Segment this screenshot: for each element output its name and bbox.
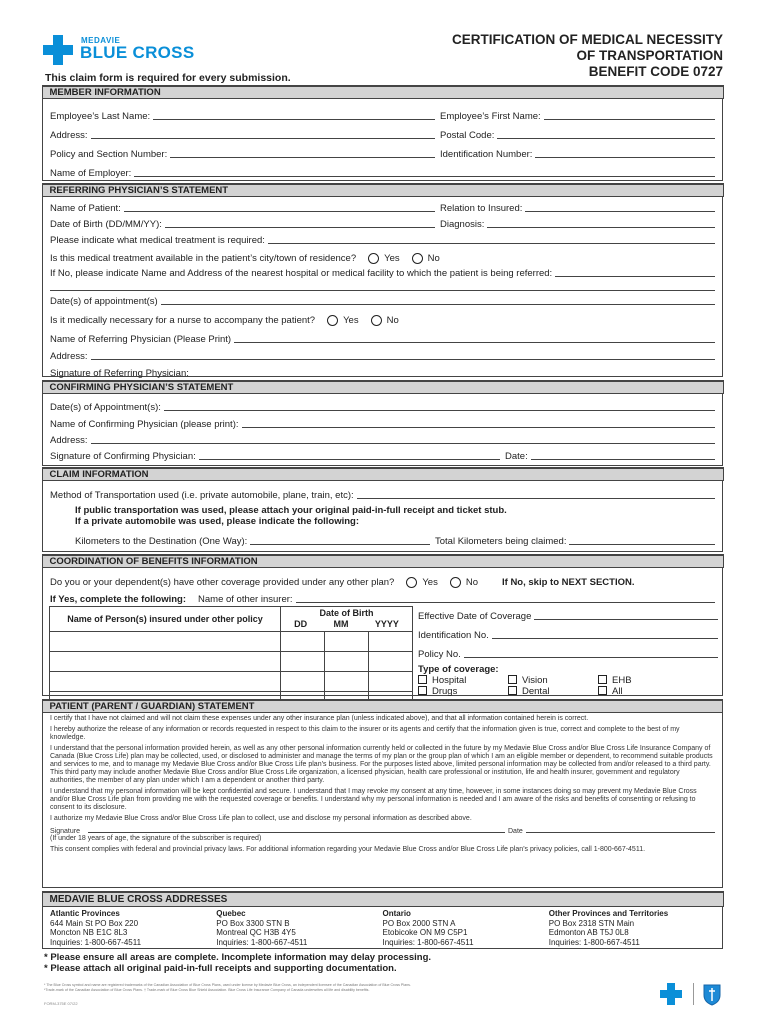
statement-paragraph: I certify that I have not claimed and will not claim these expenses under any other insurance plan (unless indicated above), and that all information contained herein is correct.: [50, 715, 589, 722]
note: * Please ensure all areas are complete. Incomplete information may delay processing.: [44, 952, 432, 963]
logo-divider: [693, 983, 694, 1005]
region: Other Provinces and Territories: [548, 909, 669, 918]
phone: Inquiries: 1-800-667-4511: [50, 937, 142, 947]
blue-cross-icon: [43, 35, 73, 65]
title-line: CERTIFICATION OF MEDICAL NECESSITY: [451, 32, 723, 47]
label: Name of Employer:: [50, 168, 132, 179]
label: Yes: [343, 315, 359, 326]
form-number: FORM-375E 07/22: [44, 1001, 78, 1006]
label: Drugs: [432, 686, 458, 697]
label: Relation to Insured:: [440, 203, 523, 214]
confirming-signature-field[interactable]: [199, 459, 500, 460]
region: Quebec: [216, 909, 246, 918]
title-line: BENEFIT CODE 0727: [588, 64, 723, 79]
address-line: Montreal QC H3B 4Y5: [216, 928, 296, 937]
patient-statement-section: [42, 699, 723, 888]
label: Address:: [50, 435, 88, 446]
transport-method-field[interactable]: [357, 498, 715, 499]
drugs-checkbox[interactable]: [418, 686, 508, 697]
table-row[interactable]: [50, 632, 413, 652]
confirming-physician-section: [42, 380, 723, 466]
ehb-checkbox[interactable]: [598, 675, 688, 686]
region: Atlantic Provinces: [50, 909, 120, 918]
table-row[interactable]: [50, 672, 413, 692]
available-yes-radio[interactable]: [368, 253, 379, 264]
nearest-facility-field-2[interactable]: [50, 290, 715, 291]
column-header: DD: [294, 619, 308, 629]
address-line: PO Box 3300 STN B: [216, 918, 290, 928]
label: Signature of Referring Physician:: [50, 368, 189, 379]
table-row[interactable]: [50, 652, 413, 672]
dob-field[interactable]: [165, 227, 435, 228]
address-field[interactable]: [91, 138, 436, 139]
label: Dental: [522, 686, 550, 697]
coordination-of-benefits-section: [42, 554, 723, 696]
label: Kilometers to the Destination (One Way):: [75, 536, 248, 547]
medavie-blue-cross-logo: [43, 35, 253, 65]
label: Signature of Confirming Physician:: [50, 451, 196, 462]
label: Employee’s Last Name:: [50, 111, 151, 122]
column-header: Name of Person(s) insured under other policy: [50, 607, 281, 632]
coverage-details: [418, 606, 718, 697]
confirming-date-field[interactable]: [531, 459, 715, 460]
referring-signature-field[interactable]: [192, 376, 715, 377]
label: Date: [508, 828, 523, 835]
statement-paragraph: I hereby authorize the release of any information or records requested in respect to this claim to the insurer or its agents and certify that the information given is true, correct and complete to the best of my knowledge.: [50, 726, 680, 741]
blue-cross-icon: [660, 983, 682, 1005]
label: EHB: [612, 675, 632, 686]
label: Date(s) of appointment(s): [50, 296, 158, 307]
required-note: This claim form is required for every submission.: [45, 72, 291, 84]
nurse-no-radio[interactable]: [371, 315, 382, 326]
dental-checkbox[interactable]: [508, 686, 598, 697]
label: All: [612, 686, 623, 697]
address-line: PO Box 2318 STN Main: [548, 918, 635, 928]
addresses-section: [42, 891, 723, 949]
public-transport-note: If public transportation was used, please attach your original paid-in-full receipt and ticket stub.: [75, 505, 507, 516]
referring-physician-section: [42, 183, 723, 377]
section-header: CLAIM INFORMATION: [42, 467, 724, 481]
logo-text: BLUE CROSS: [80, 43, 195, 62]
trademark-note: * The Blue Cross symbol and name are registered trademarks of the Canadian Association of Blue Cross Plans, used under license by Medavie Blue Cross, an independent licensee of the Canadian Association of Blue Cross Plans.: [44, 983, 411, 987]
label: Is it medically necessary for a nurse to accompany the patient?: [50, 315, 316, 326]
referring-address-field[interactable]: [91, 359, 716, 360]
label: No: [386, 315, 399, 326]
office-atlantic: [50, 909, 216, 947]
first-name-field[interactable]: [544, 119, 715, 120]
statement-paragraph: I authorize my Medavie Blue Cross and/or Blue Cross Life plan to collect, use and disclose my personal information as described above.: [50, 815, 472, 822]
label: Name of Confirming Physician (please print):: [50, 419, 239, 430]
label: Employee’s First Name:: [440, 111, 541, 122]
label: Address:: [50, 130, 88, 141]
label: Date of Birth (DD/MM/YY):: [50, 219, 162, 230]
insured-persons-table: [49, 606, 413, 704]
patient-date-field[interactable]: [526, 832, 715, 833]
total-km-field[interactable]: [569, 544, 715, 545]
label: Date(s) of Appointment(s):: [50, 402, 161, 413]
label: Signature: [50, 828, 80, 835]
coverage-policy-field[interactable]: [464, 657, 718, 658]
form-title: [452, 32, 723, 80]
hospital-checkbox[interactable]: [418, 675, 508, 686]
label: Do you or your dependent(s) have other coverage provided under any other plan?: [50, 577, 395, 588]
column-header: MM: [333, 619, 349, 629]
referring-physician-field[interactable]: [234, 342, 715, 343]
section-header: MEMBER INFORMATION: [42, 85, 724, 99]
label: Vision: [522, 675, 548, 686]
patient-name-field[interactable]: [124, 211, 435, 212]
phone: Inquiries: 1-800-667-4511: [548, 937, 640, 947]
region: Ontario: [382, 909, 411, 918]
title-line: OF TRANSPORTATION: [576, 48, 723, 63]
label: Address:: [50, 351, 88, 362]
label: Name of Referring Physician (Please Print): [50, 334, 232, 345]
identification-number-field[interactable]: [535, 157, 715, 158]
note: * Please attach all original paid-in-full receipts and supporting documentation.: [44, 963, 397, 974]
available-no-radio[interactable]: [412, 253, 423, 264]
all-checkbox[interactable]: [598, 686, 688, 697]
column-header: YYYY: [374, 619, 399, 629]
section-header: MEDAVIE BLUE CROSS ADDRESSES: [42, 891, 724, 907]
label: Diagnosis:: [440, 219, 485, 230]
trademark-note: *Trade-mark of the Canadian Association of Blue Cross Plans. † Trade-mark of Blue Cross Blue Shield Association. Blue Cross Life Insurance Company of Canada underwrites all life and disability benefits.: [44, 988, 370, 992]
effective-date-field[interactable]: [534, 619, 718, 620]
label: No: [465, 577, 478, 588]
under18-note: (If under 18 years of age, the signature of the subscriber is required): [50, 835, 262, 842]
label: Name of other insurer:: [198, 594, 293, 605]
label: Identification No.: [418, 630, 489, 641]
label: Please indicate what medical treatment is required:: [50, 235, 265, 246]
label: Effective Date of Coverage: [418, 611, 532, 622]
address-line: 644 Main St PO Box 220: [50, 918, 139, 928]
label: If Yes, complete the following:: [50, 594, 187, 605]
treatment-field[interactable]: [268, 243, 715, 244]
label: Postal Code:: [440, 130, 495, 141]
consent-note: This consent complies with federal and provincial privacy laws. For additional information regarding your Medavie Blue Cross and/or Blue Cross Life plan’s privacy policies, call 1-800-667-4511.: [50, 846, 646, 853]
label: Identification Number:: [440, 149, 533, 160]
claim-information-section: [42, 467, 723, 552]
address-line: Moncton NB E1C 8L3: [50, 928, 128, 937]
private-auto-note: If a private automobile was used, please indicate the following:: [75, 516, 360, 527]
address-line: Edmonton AB T5J 0L8: [548, 928, 629, 937]
label: Date:: [505, 451, 528, 462]
nearest-facility-field[interactable]: [555, 276, 715, 277]
nurse-yes-radio[interactable]: [327, 315, 338, 326]
label: Name of Patient:: [50, 203, 121, 214]
postal-code-field[interactable]: [497, 138, 715, 139]
phone: Inquiries: 1-800-667-4511: [382, 937, 474, 947]
confirm-appointment-field[interactable]: [164, 410, 715, 411]
patient-signature-field[interactable]: [88, 832, 505, 833]
label: Policy and Section Number:: [50, 149, 168, 160]
other-insurer-field[interactable]: [296, 602, 715, 603]
label: Is this medical treatment available in the patient’s city/town of residence?: [50, 253, 357, 264]
other-coverage-no-radio[interactable]: [450, 577, 461, 588]
fineprint: [44, 983, 411, 993]
blue-shield-icon: [702, 983, 722, 1006]
section-header: REFERRING PHYSICIAN’S STATEMENT: [42, 183, 724, 197]
label: Yes: [422, 577, 438, 588]
statement-paragraph: I understand that my personal information will be kept confidential and secure. I understand that I may revoke my consent at any time, however, in some instances doing so may prevent my Medavie Blue Cross and/or Blue Cross Life plan from providing me with the requested coverage or benefits. I understand why my personal information is needed and I am aware of the risks and benefits of consenting or refusing to consent to its disclosure.: [50, 788, 697, 811]
skip-note: If No, skip to NEXT SECTION.: [502, 577, 635, 588]
appointment-field[interactable]: [161, 304, 715, 305]
confirming-physician-field[interactable]: [242, 427, 716, 428]
logo-small-text: MEDAVIE: [81, 36, 121, 45]
section-header: CONFIRMING PHYSICIAN’S STATEMENT: [42, 380, 724, 394]
label: No: [427, 253, 440, 264]
km-one-way-field[interactable]: [250, 544, 430, 545]
office-quebec: [216, 909, 382, 947]
vision-checkbox[interactable]: [508, 675, 598, 686]
other-coverage-yes-radio[interactable]: [406, 577, 417, 588]
member-information-section: [42, 85, 723, 181]
policy-number-field[interactable]: [170, 157, 435, 158]
diagnosis-field[interactable]: [487, 227, 715, 228]
office-other: [549, 909, 715, 947]
statement-paragraph: I understand that the personal information provided herein, as well as any other personal information currently held or collected in the future by my Medavie Blue Cross and/or Blue Cross Life Insurance Company of Canada (Blue Cross Life) plan may be collected, used, or disclosed to administer and manage the terms of my plan or the group plan of which I am an eligible member or dependent, to recommend suitable products and services to me, and to manage my Medavie Blue Cross and/or Blue Cross Life plan’s business. For the purposes listed above, limited personal information may be collected from and/or released to a third party. This third party may include another Medavie Blue Cross and/or Blue Cross Life organization, a licensed physician, health care professional or institution, life and health insurer, government and regulatory authorities, the member of any plan under which I am a dependent or another third party.: [50, 745, 713, 784]
last-name-field[interactable]: [153, 119, 435, 120]
label: Hospital: [432, 675, 467, 686]
relation-field[interactable]: [525, 211, 715, 212]
section-header: PATIENT (PARENT / GUARDIAN) STATEMENT: [42, 699, 723, 713]
label: Yes: [384, 253, 400, 264]
coverage-id-field[interactable]: [492, 638, 718, 639]
address-line: Etobicoke ON M9 C5P1: [382, 928, 468, 937]
label: If No, please indicate Name and Address of the nearest hospital or medical facility to which the patient is being referred:: [50, 268, 553, 279]
footer-notes: [44, 952, 431, 974]
label: Type of coverage:: [418, 664, 499, 675]
employer-field[interactable]: [134, 176, 715, 177]
confirming-address-field[interactable]: [91, 443, 716, 444]
label: Total Kilometers being claimed:: [435, 536, 567, 547]
phone: Inquiries: 1-800-667-4511: [216, 937, 308, 947]
address-line: PO Box 2000 STN A: [382, 918, 456, 928]
label: Policy No.: [418, 649, 461, 660]
office-ontario: [383, 909, 549, 947]
column-header: Date of Birth: [319, 608, 374, 618]
label: Method of Transportation used (i.e. private automobile, plane, train, etc):: [50, 490, 354, 501]
section-header: COORDINATION OF BENEFITS INFORMATION: [42, 554, 724, 568]
